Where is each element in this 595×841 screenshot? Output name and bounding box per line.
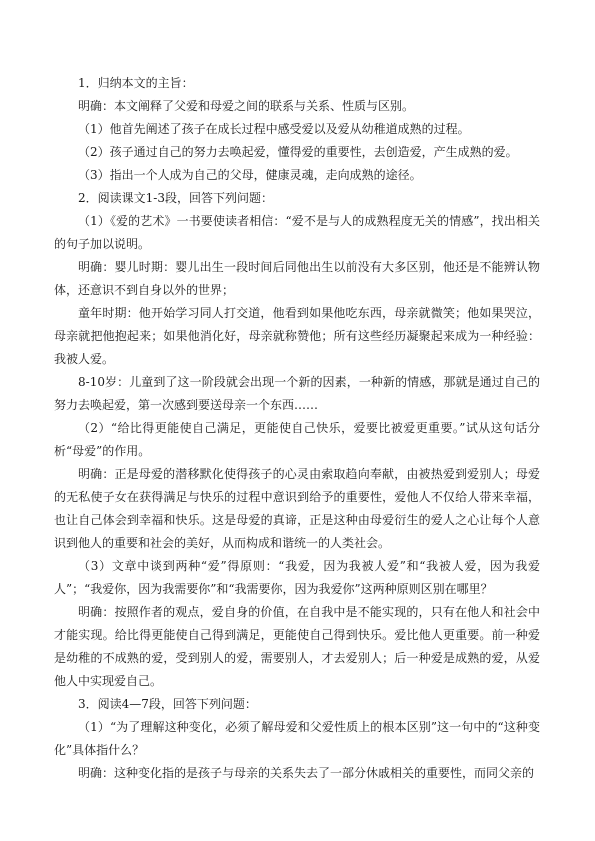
answer-paragraph: 明确：按照作者的观点，爱自身的价值，在自我中是不能实现的，只有在他人和社会中才能实现。给比得更能使自己得到满足，更能使自己得到快乐。爱比他人更重要。前一种爱是幼稚的不成熟的爱，受到别人的爱，需要别人，才去爱别人；后一种爱是成熟的爱，从爱他人中实现爱自己。 (54, 605, 540, 688)
answer-paragraph: 童年时期：他开始学习同人打交道，他看到如果他吃东西，母亲就微笑；他如果哭泣，母亲就把他抱起来；如果他消化好，母亲就称赞他；所有这些经历凝聚起来成为一种经验：我被人爱。 (54, 306, 540, 366)
list-item: （3）指出一个人成为自己的父母，健康灵魂，走向成熟的途径。 (78, 168, 422, 182)
question-paragraph: （1）《爱的艺术》一书要使读者相信：“爱不是与人的成熟程度无关的情感”，找出相关的句子加以说明。 (54, 214, 540, 251)
answer-paragraph: 明确：正是母爱的潜移默化使得孩子的心灵由索取趋向奉献，由被热爱到爱别人；母爱的无私使子女在获得满足与快乐的过程中意识到给予的重要性，爱他人不仅给人带来幸福，也让自己体会到幸福和快乐。这是母爱的真谛，正是这种由母爱衍生的爱人之心让每个人意识到他人的重要和社会的美好，从而构成和谐统一的人类社会。 (54, 467, 540, 550)
document-page (54, 72, 540, 785)
section-heading-1: 1．归纳本文的主旨： (78, 76, 194, 90)
list-item: （1）他首先阐述了孩子在成长过程中感受爱以及爱从幼稚道成熟的过程。 (78, 122, 470, 136)
section-heading-3: 3．阅读4—7段，回答下列问题： (78, 697, 257, 711)
answer-paragraph: 明确：本文阐释了父爱和母爱之间的联系与关系、性质与区别。 (78, 99, 415, 113)
question-paragraph: （1）“为了理解这种变化，必须了解母爱和父爱性质上的根本区别”这一句中的“这种变化”具体指什么？ (54, 720, 540, 757)
section-heading-2: 2．阅读课文1-3段，回答下列问题： (78, 191, 273, 205)
list-item: （2）孩子通过自己的努力去唤起爱，懂得爱的重要性，去创造爱，产生成熟的爱。 (78, 145, 518, 159)
question-paragraph: （2）“给比得更能使自己满足，更能使自己快乐，爱要比被爱更重要。”试从这句话分析“母爱”的作用。 (54, 421, 540, 458)
question-paragraph: （3）文章中谈到两种“爱”得原则：“我爱，因为我被人爱”和“我被人爱，因为我爱人”；“我爱你，因为我需要你”和“我需要你，因为我爱你”这两种原则区别在哪里？ (54, 559, 540, 596)
answer-paragraph: 明确：这种变化指的是孩子与母亲的关系失去了一部分休戚相关的重要性，而同父亲的 (78, 766, 535, 780)
answer-paragraph: 8-10岁：儿童到了这一阶段就会出现一个新的因素，一种新的情感，那就是通过自己的努力去唤起爱，第一次感到要送母亲一个东西…… (54, 375, 540, 412)
answer-paragraph: 明确：婴儿时期：婴儿出生一段时间后同他出生以前没有大多区别，他还是不能辨认物体，还意识不到自身以外的世界； (54, 260, 540, 297)
